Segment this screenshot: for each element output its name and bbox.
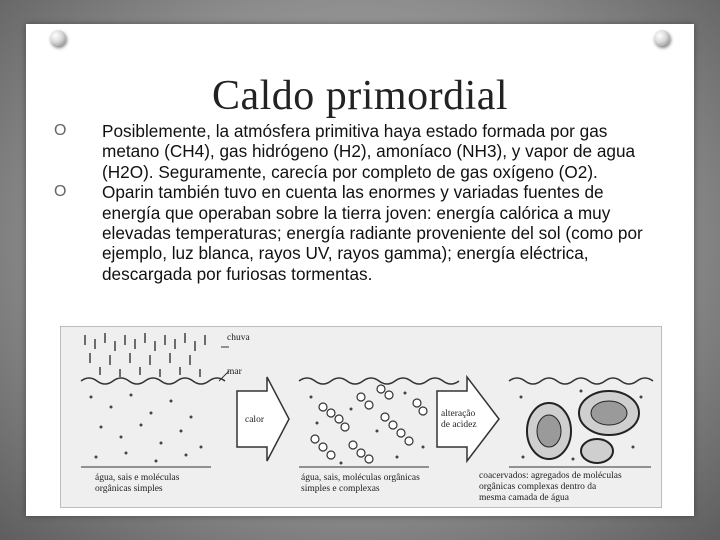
- caption-simple-molecules: água, sais e moléculas orgânicas simples: [95, 473, 180, 494]
- bullet-item: [54, 121, 644, 182]
- rain-label: chuva: [227, 333, 250, 343]
- slide-title: Caldo primordial: [211, 73, 509, 119]
- bullet-text: Oparin también tuvo en cuenta las enormes y variadas fuentes de energía que operaban sobre la tierra joven: energía calórica a muy elevadas temperaturas; energía radiante proveniente del sol (como por ejemplo, luz blanca, rayos UV, rayos gamma); energía eléctrica, descargada por furiosas tormentas.: [102, 182, 643, 284]
- sea-label: mar: [227, 367, 242, 377]
- coacervates-panel: [509, 378, 653, 467]
- bullet-marker: O: [54, 122, 67, 139]
- acidity-label: alteração de acidez: [441, 409, 477, 430]
- caption-coacervates: coacervados: agregados de moléculas orgânicas complexas dentro da mesma camada de água: [479, 471, 622, 503]
- bullet-text: Posiblemente, la atmósfera primitiva haya estado formada por gas metano (CH4), gas hidrógeno (H2), amoníaco (NH3), y vapor de agua (H2O). Seguramente, carecía por completo de gas oxígeno (O2).: [102, 121, 636, 182]
- top-right-pin-icon: [654, 30, 670, 46]
- caption-complex-molecules: água, sais, moléculas orgânicas simples e complexas: [301, 473, 420, 494]
- bullet-item: [54, 182, 644, 284]
- primordial-soup-figure: [60, 326, 662, 508]
- heat-label: calor: [245, 415, 264, 425]
- top-left-pin-icon: [50, 30, 66, 46]
- rain-panel: [81, 333, 229, 467]
- bullet-list: [54, 121, 644, 284]
- bullet-marker: O: [54, 183, 67, 201]
- molecules-panel: [299, 378, 459, 467]
